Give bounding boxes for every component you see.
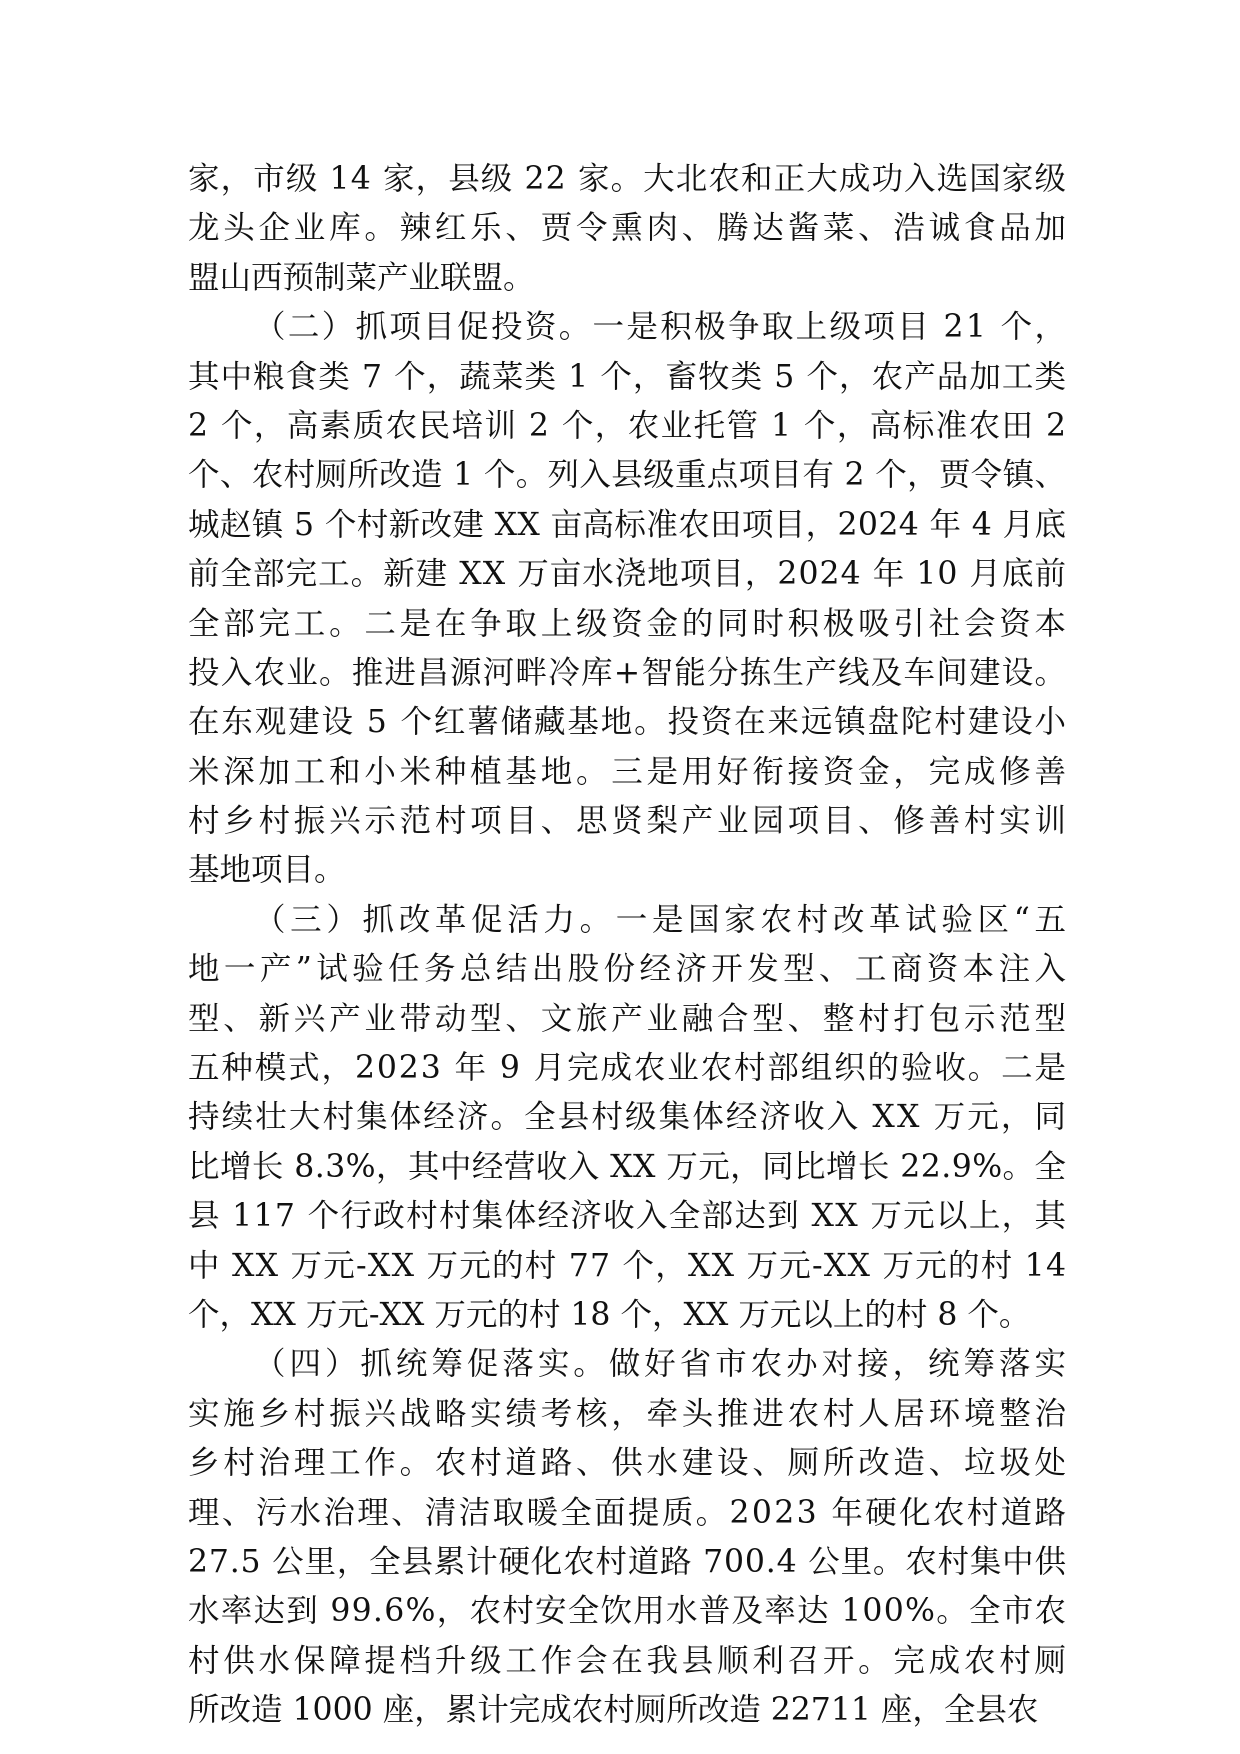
text-line: 所改造 1000 座，累计完成农村厕所改造 22711 座，全县农 — [188, 1692, 1039, 1729]
text-line: 村乡村振兴示范村项目、思贤梨产业园项目、修善村实训 — [188, 803, 1070, 840]
text-line: 在东观建设 5 个红薯储藏基地。投资在来远镇盘陀村建设小 — [188, 704, 1068, 741]
text-line: 其中粮食类 7 个，蔬菜类 1 个，畜牧类 5 个，农产品加工类 — [188, 358, 1068, 395]
text-line: 村供水保障提档升级工作会在我县顺利召开。完成农村厕 — [188, 1642, 1070, 1679]
text-line: （二）抓项目促投资。一是积极争取上级项目 21 个， — [254, 309, 1069, 346]
text-line: 比增长 8.3%，其中经营收入 XX 万元，同比增长 22.9%。全 — [188, 1148, 1067, 1185]
text-line: 实施乡村振兴战略实绩考核，牵头推进农村人居环境整治 — [188, 1395, 1070, 1432]
text-line: 地一产”试验任务总结出股份经济开发型、工商资本注入 — [188, 951, 1071, 988]
text-line: 理、污水治理、清洁取暖全面提质。2023 年硬化农村道路 — [188, 1494, 1069, 1531]
text-line: 2 个，高素质农民培训 2 个，农业托管 1 个，高标准农田 2 — [188, 407, 1068, 444]
text-line: 型、新兴产业带动型、文旅产业融合型、整村打包示范型 — [188, 1000, 1070, 1037]
text-line: 27.5 公里，全县累计硬化农村道路 700.4 公里。农村集中供 — [188, 1543, 1067, 1580]
paragraph-coordination — [188, 1340, 1070, 1735]
text-line: 城赵镇 5 个村新改建 XX 亩高标准农田项目，2024 年 4 月底 — [188, 506, 1067, 543]
text-line: 盟山西预制菜产业联盟。 — [188, 259, 535, 296]
text-line: 个，XX 万元-XX 万元的村 18 个，XX 万元以上的村 8 个。 — [188, 1296, 1031, 1333]
text-line: 投入农业。推进昌源河畔冷库+智能分拣生产线及车间建设。 — [188, 654, 1068, 691]
text-line: 中 XX 万元-XX 万元的村 77 个，XX 万元-XX 万元的村 14 — [188, 1247, 1068, 1284]
text-line: 五种模式，2023 年 9 月完成农业农村部组织的验收。二是 — [188, 1050, 1068, 1087]
text-line: 米深加工和小米种植基地。三是用好衔接资金，完成修善 — [188, 753, 1070, 790]
text-line: （三）抓改革促活力。一是国家农村改革试验区“五 — [254, 901, 1071, 938]
text-line: 持续壮大村集体经济。全县村级集体经济收入 XX 万元，同 — [188, 1099, 1069, 1136]
paragraph-projects — [188, 303, 1070, 896]
text-line: （四）抓统筹促落实。做好省市农办对接，统筹落实 — [254, 1346, 1070, 1383]
text-line: 前全部完工。新建 XX 万亩水浇地项目，2024 年 10 月底前 — [188, 556, 1068, 593]
paragraph-continuation — [188, 155, 1070, 303]
text-line: 水率达到 99.6%，农村安全饮用水普及率达 100%。全市农 — [188, 1593, 1068, 1630]
text-line: 家，市级 14 家，县级 22 家。大北农和正大成功入选国家级 — [188, 161, 1068, 197]
text-line: 乡村治理工作。农村道路、供水建设、厕所改造、垃圾处 — [188, 1445, 1070, 1482]
text-line: 龙头企业库。辣红乐、贾令熏肉、腾达酱菜、浩诚食品加 — [188, 210, 1070, 247]
text-line: 全部完工。二是在争取上级资金的同时积极吸引社会资本 — [188, 605, 1070, 642]
document-page — [188, 155, 1071, 1736]
text-line: 个、农村厕所改造 1 个。列入县级重点项目有 2 个，贾令镇、 — [188, 457, 1067, 494]
text-line: 基地项目。 — [188, 852, 346, 889]
text-line: 县 117 个行政村村集体经济收入全部达到 XX 万元以上，其 — [188, 1198, 1068, 1235]
paragraph-reform — [188, 896, 1071, 1341]
